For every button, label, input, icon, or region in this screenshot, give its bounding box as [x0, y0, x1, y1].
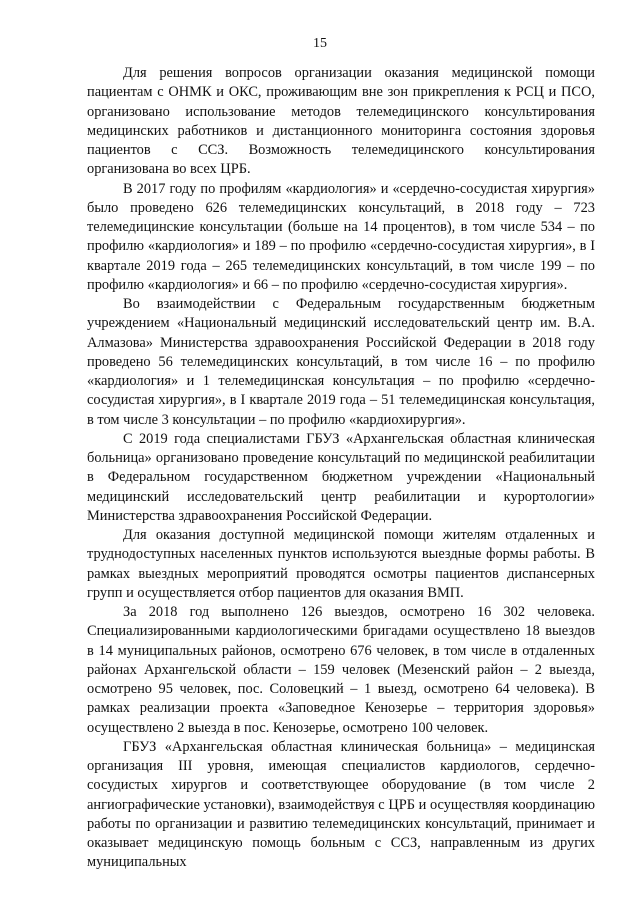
paragraph-almazov-center: Во взаимодействии с Федеральным государственным бюджетным учреждением «Национальный медицинский исследовательский центр им. В.А. Алмазова» Министерства здравоохранения Российской Федерации в 2018 году проведено 56 телемедицинских консультаций, в том числе 16 – по профилю «кардиология» и 1 телемедицинская консультация – по профилю «сердечно-сосудистая хирургия», в I квартале 2019 года – 51 телемедицинская консультация, в том числе 3 консультации – по профилю «кардиохирургия».	[87, 296, 595, 428]
paragraph-outreach-work: Для оказания доступной медицинской помощи жителям отдаленных и труднодоступных населенных пунктов используются выездные формы работы. В рамках выездных мероприятий проводятся осмотры пациентов диспансерных групп и осуществляется отбор пациентов для оказания ВМП.	[87, 527, 595, 601]
paragraph-consultation-statistics: В 2017 году по профилям «кардиология» и «сердечно-сосудистая хирургия» было проведено 626 телемедицинских консультаций, в 2018 году – 723 телемедицинские консультации (больше на 14 процентов), в том числе 534 – по профилю «кардиология» и 189 – по профилю «сердечно-сосудистая хирургия», в I квартале 2019 года – 265 телемедицинских консультаций, в том числе 199 – по профилю «кардиология» и 66 – по профилю «сердечно-сосудистая хирургия».	[87, 180, 595, 293]
document-body	[87, 64, 595, 873]
paragraph-rehabilitation: С 2019 года специалистами ГБУЗ «Архангельская областная клиническая больница» организовано проведение консультаций по медицинской реабилитации в Федеральном государственном бюджетном учреждении «Национальный медицинский исследовательский центр реабилитации и курортологии» Министерства здравоохранения Российской Федерации.	[87, 430, 595, 524]
paragraph-regional-hospital: ГБУЗ «Архангельская областная клиническая больница» – медицинская организация III уровня, имеющая специалистов кардиологов, сердечно-сосудистых хирургов и соответствующее оборудование (в том числе 2 ангиографические установки), взаимодействуя с ЦРБ и осуществляя координацию работы по организации и развитию телемедицинских консультаций, принимает и оказывает медицинскую помощь больным с ССЗ, направленным из других муниципальных	[87, 738, 595, 871]
page-number: 15	[313, 36, 327, 51]
paragraph-field-trips: За 2018 год выполнено 126 выездов, осмотрено 16 302 человека. Специализированными кардиологическими бригадами осуществлено 18 выездов в 14 муниципальных районов, осмотрено 676 человек, в том числе в отдаленных районах Архангельской области – 159 человек (Мезенский район – 2 выезда, осмотрено 95 человек, пос. Соловецкий – 1 выезд, осмотрено 64 человека). В рамках реализации проекта «Заповедное Кенозерье – территория здоровья» осуществлено 2 выезда в пос. Кенозерье, осмотрено 100 человек.	[87, 604, 595, 736]
paragraph-telemedicine-organization: Для решения вопросов организации оказания медицинской помощи пациентам с ОНМК и ОКС, проживающим вне зон прикрепления к РСЦ и ПСО, организовано использование методов телемедицинского консультирования медицинских работников и дистанционного мониторинга состояния здоровья пациентов с ССЗ. Возможность телемедицинского консультирования организована во всех ЦРБ.	[87, 65, 595, 178]
